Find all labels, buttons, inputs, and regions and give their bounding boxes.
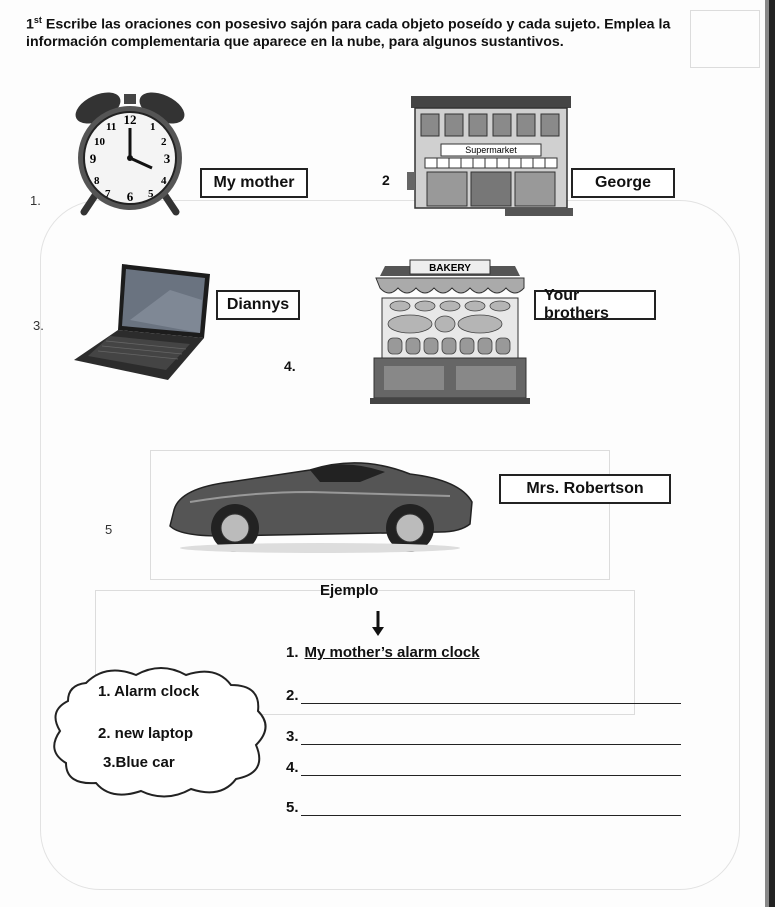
answer-number-2: 2. [286, 687, 299, 704]
instruction-text: Escribe las oraciones con posesivo sajón para cada objeto poseído y cada sujeto. Emplea la información complementaria que aparece en la nube, para algunos sustantivos. [26, 16, 671, 50]
instruction-ordinal-suffix: st [33, 15, 42, 25]
page-edge [769, 0, 775, 907]
owner-box-1: My mother [200, 168, 308, 198]
owner-box-4: Your brothers [534, 290, 656, 320]
instruction-ordinal: 1 [26, 16, 34, 33]
owner-box-3: Diannys [216, 290, 300, 320]
example-title: Ejemplo [320, 582, 379, 599]
item-number-4: 4. [284, 358, 296, 374]
supermarket-sign: Supermarket [465, 145, 517, 155]
alarm-clock-icon [60, 88, 200, 218]
answer-number-5: 5. [286, 799, 299, 816]
owner-box-2: George [571, 168, 675, 198]
example-answer-number: 1. [286, 644, 299, 661]
answer-line-4[interactable] [301, 762, 681, 776]
svg-text:6: 6 [126, 189, 134, 204]
svg-text:11: 11 [106, 121, 117, 133]
answer-row-2 [286, 687, 681, 704]
svg-text:1: 1 [150, 121, 156, 133]
car-icon [160, 440, 480, 555]
item-number-3: 3. [33, 318, 44, 333]
svg-text:2: 2 [161, 136, 167, 148]
svg-text:3: 3 [163, 151, 171, 166]
item-number-2: 2 [382, 172, 390, 188]
svg-text:4: 4 [161, 175, 167, 187]
answer-number-3: 3. [286, 728, 299, 745]
svg-text:8: 8 [94, 175, 100, 187]
answer-line-5[interactable] [301, 802, 681, 816]
owner-box-5: Mrs. Robertson [499, 474, 671, 504]
arrow-down-icon [371, 611, 385, 637]
cloud-item-2: 2. new laptop [98, 725, 194, 742]
supermarket-icon [405, 92, 575, 220]
answer-row-4 [286, 759, 681, 776]
bakery-sign: BAKERY [429, 263, 471, 274]
item-number-1: 1. [30, 193, 41, 208]
bakery-icon [370, 258, 530, 408]
answer-row-3 [286, 728, 681, 745]
answer-line-2[interactable] [301, 690, 681, 704]
answer-row-5 [286, 799, 681, 816]
svg-text:9: 9 [89, 151, 97, 166]
cloud-item-3: 3.Blue car [103, 754, 175, 771]
svg-text:5: 5 [148, 188, 154, 200]
svg-text:12: 12 [123, 112, 137, 127]
example-answer-row [286, 644, 480, 661]
laptop-icon [70, 260, 220, 385]
cloud-item-1: 1. Alarm clock [98, 683, 200, 700]
example-answer-text: My mother’s alarm clock [304, 644, 480, 661]
svg-text:7: 7 [105, 188, 111, 200]
answer-number-4: 4. [286, 759, 299, 776]
item-number-5: 5 [105, 522, 113, 537]
instructions [26, 12, 726, 51]
svg-text:10: 10 [94, 136, 105, 148]
answer-line-3[interactable] [301, 731, 681, 745]
